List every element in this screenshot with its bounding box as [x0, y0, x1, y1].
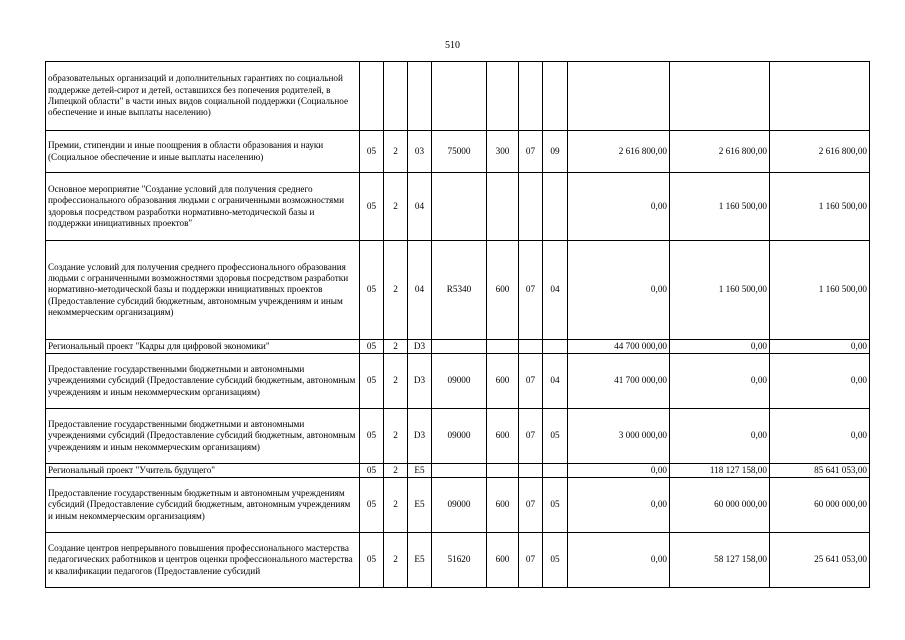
amount-cell: 58 127 158,00 — [670, 533, 770, 588]
amount-cell: 60 000 000,00 — [770, 478, 870, 533]
code-cell — [360, 62, 384, 131]
code-cell: 09 — [543, 131, 568, 173]
code-cell: 600 — [487, 533, 519, 588]
table-row — [46, 173, 870, 241]
code-cell: 07 — [519, 131, 543, 173]
code-cell — [543, 62, 568, 131]
amount-cell: 0,00 — [770, 340, 870, 354]
code-cell — [432, 62, 487, 131]
row-description: Премии, стипендии и иные поощрения в области образования и науки (Социальное обеспечение и иные выплаты населению) — [46, 131, 360, 173]
code-cell — [384, 62, 408, 131]
code-cell: 2 — [384, 354, 408, 409]
code-cell: 600 — [487, 241, 519, 340]
code-cell: 05 — [543, 533, 568, 588]
amount-cell: 44 700 000,00 — [568, 340, 670, 354]
amount-cell — [568, 62, 670, 131]
code-cell: 07 — [519, 533, 543, 588]
code-cell: 07 — [519, 478, 543, 533]
amount-cell: 0,00 — [568, 464, 670, 478]
amount-cell — [670, 62, 770, 131]
amount-cell: 0,00 — [670, 409, 770, 464]
code-cell: 2 — [384, 533, 408, 588]
row-description: Региональный проект "Кадры для цифровой экономики" — [46, 340, 360, 354]
amount-cell: 1 160 500,00 — [770, 241, 870, 340]
code-cell: 51620 — [432, 533, 487, 588]
code-cell — [519, 464, 543, 478]
code-cell — [487, 464, 519, 478]
table-row — [46, 533, 870, 588]
amount-cell: 3 000 000,00 — [568, 409, 670, 464]
amount-cell: 0,00 — [568, 241, 670, 340]
amount-cell: 0,00 — [670, 340, 770, 354]
code-cell: E5 — [408, 464, 432, 478]
code-cell: 2 — [384, 409, 408, 464]
code-cell: 05 — [543, 409, 568, 464]
amount-cell: 0,00 — [770, 354, 870, 409]
amount-cell: 118 127 158,00 — [670, 464, 770, 478]
code-cell: 07 — [519, 241, 543, 340]
amount-cell: 25 641 053,00 — [770, 533, 870, 588]
code-cell: 300 — [487, 131, 519, 173]
amount-cell: 1 160 500,00 — [670, 241, 770, 340]
amount-cell: 0,00 — [568, 173, 670, 241]
code-cell: 04 — [408, 241, 432, 340]
code-cell: 2 — [384, 340, 408, 354]
code-cell: 05 — [360, 340, 384, 354]
code-cell: 2 — [384, 464, 408, 478]
row-description: Предоставление государственными бюджетными и автономными учреждениями субсидий (Предоставление субсидий бюджетным, автономным учреждениям и иным некоммерческим организациям) — [46, 354, 360, 409]
code-cell — [487, 340, 519, 354]
code-cell: 03 — [408, 131, 432, 173]
code-cell: 05 — [543, 478, 568, 533]
code-cell: 05 — [360, 173, 384, 241]
code-cell: 09000 — [432, 409, 487, 464]
code-cell — [519, 173, 543, 241]
amount-cell: 2 616 800,00 — [670, 131, 770, 173]
amount-cell: 0,00 — [670, 354, 770, 409]
code-cell: 2 — [384, 173, 408, 241]
amount-cell: 60 000 000,00 — [670, 478, 770, 533]
code-cell: 75000 — [432, 131, 487, 173]
amount-cell: 85 641 053,00 — [770, 464, 870, 478]
code-cell — [519, 62, 543, 131]
amount-cell: 0,00 — [568, 533, 670, 588]
code-cell: E5 — [408, 533, 432, 588]
code-cell: 600 — [487, 409, 519, 464]
code-cell: 05 — [360, 464, 384, 478]
budget-table — [45, 61, 870, 588]
code-cell: 05 — [360, 533, 384, 588]
code-cell: 07 — [519, 409, 543, 464]
row-description: Основное мероприятие "Создание условий для получения среднего профессионального образования людьми с ограниченными возможностями здоровья посредством разработки нормативно-методической базы и поддержки инициативных проектов" — [46, 173, 360, 241]
code-cell: 600 — [487, 354, 519, 409]
code-cell: E5 — [408, 478, 432, 533]
code-cell: 09000 — [432, 478, 487, 533]
row-description: Создание центров непрерывного повышения профессионального мастерства педагогических работников и центров оценки профессионального мастерства и квалификации педагогов (Предоставление субсидий — [46, 533, 360, 588]
code-cell: 04 — [408, 173, 432, 241]
row-description: Региональный проект "Учитель будущего" — [46, 464, 360, 478]
amount-cell: 0,00 — [770, 409, 870, 464]
amount-cell: 1 160 500,00 — [770, 173, 870, 241]
page-number: 510 — [445, 40, 460, 51]
table-row — [46, 241, 870, 340]
code-cell — [432, 464, 487, 478]
code-cell — [543, 464, 568, 478]
table-row — [46, 62, 870, 131]
table-row — [46, 409, 870, 464]
row-description: образовательных организаций и дополнительных гарантиях по социальной поддержке детей-сирот и детей, оставшихся без попечения родителей, в Липецкой области" в части иных видов социальной поддержки (Социальное обеспечение и иные выплаты населению) — [46, 62, 360, 131]
code-cell — [432, 173, 487, 241]
code-cell — [543, 173, 568, 241]
code-cell: D3 — [408, 409, 432, 464]
code-cell: 04 — [543, 241, 568, 340]
table-row — [46, 478, 870, 533]
amount-cell: 2 616 800,00 — [770, 131, 870, 173]
code-cell: 05 — [360, 241, 384, 340]
row-description: Предоставление государственным бюджетным и автономным учреждениям субсидий (Предоставление субсидий бюджетным, автономным учреждениям и иным некоммерческим организациям) — [46, 478, 360, 533]
code-cell: 600 — [487, 478, 519, 533]
code-cell: D3 — [408, 354, 432, 409]
amount-cell: 2 616 800,00 — [568, 131, 670, 173]
code-cell: 2 — [384, 131, 408, 173]
table-row — [46, 464, 870, 478]
code-cell — [487, 62, 519, 131]
code-cell — [432, 340, 487, 354]
table-row — [46, 354, 870, 409]
row-description: Предоставление государственными бюджетными и автономными учреждениями субсидий (Предоставление субсидий бюджетным, автономным учреждениям и иным некоммерческим организациям) — [46, 409, 360, 464]
code-cell: 07 — [519, 354, 543, 409]
code-cell: D3 — [408, 340, 432, 354]
code-cell: 05 — [360, 354, 384, 409]
code-cell: 09000 — [432, 354, 487, 409]
code-cell: 2 — [384, 478, 408, 533]
table-row — [46, 131, 870, 173]
row-description: Создание условий для получения среднего профессионального образования людьми с ограниченными возможностями здоровья посредством разработки нормативно-методической базы и поддержки инициативных проектов (Предоставление субсидий бюджетным, автономным учреждениям и иным некоммерческим организациям) — [46, 241, 360, 340]
code-cell: 05 — [360, 131, 384, 173]
code-cell: 2 — [384, 241, 408, 340]
amount-cell: 1 160 500,00 — [670, 173, 770, 241]
code-cell — [543, 340, 568, 354]
amount-cell: 0,00 — [568, 478, 670, 533]
code-cell: R5340 — [432, 241, 487, 340]
code-cell — [519, 340, 543, 354]
code-cell: 05 — [360, 478, 384, 533]
amount-cell: 41 700 000,00 — [568, 354, 670, 409]
code-cell — [487, 173, 519, 241]
code-cell — [408, 62, 432, 131]
code-cell: 05 — [360, 409, 384, 464]
code-cell: 04 — [543, 354, 568, 409]
table-row — [46, 340, 870, 354]
amount-cell — [770, 62, 870, 131]
